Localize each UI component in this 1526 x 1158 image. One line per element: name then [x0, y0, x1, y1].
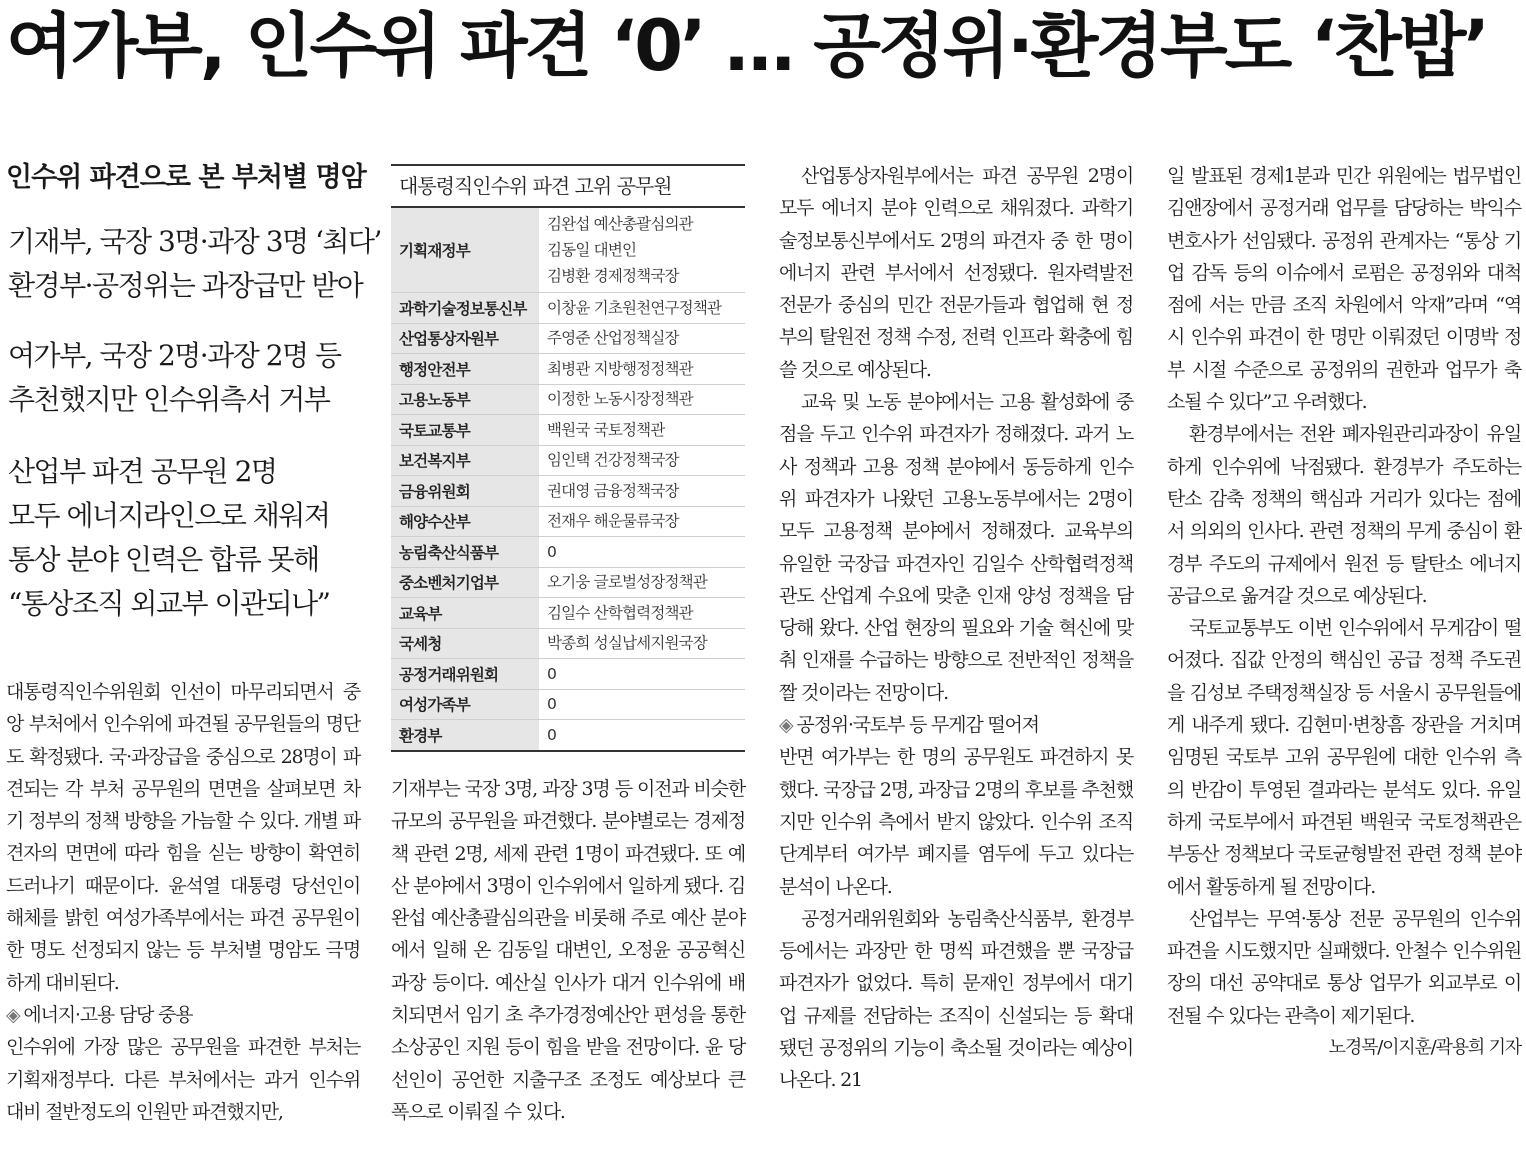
- table-dept-cell: 여성가족부: [391, 690, 539, 720]
- table-dept-cell: 중소벤처기업부: [391, 568, 539, 598]
- sidebar-point-3: [8, 450, 368, 626]
- table-dept-cell: 산업통상자원부: [391, 324, 539, 354]
- table-row: [391, 659, 745, 690]
- diamond-icon: ◈: [6, 1003, 20, 1026]
- table-dept-cell: 교육부: [391, 598, 539, 628]
- section-heading: [779, 709, 1133, 741]
- sidebar-point-line: 모두 에너지라인으로 채워져: [8, 499, 330, 532]
- official-name: 이창윤 기초원천연구정책관: [547, 298, 722, 317]
- table-row: [391, 690, 745, 721]
- table-names-cell: [539, 385, 745, 415]
- sidebar-point-line: 통상 분야 인력은 합류 못해: [8, 543, 319, 576]
- paragraph: 인수위에 가장 많은 공무원을 파견한 부처는 기획재정부다. 다른 부처에서는 과거 인수위 대비 절반정도의 인원만 파견했지만,: [6, 1036, 360, 1123]
- table-row: [391, 507, 745, 538]
- sidebar-point-line: 여가부, 국장 2명·과장 2명 등: [8, 339, 341, 372]
- article-column-2: [391, 773, 745, 1128]
- sidebar-point-2: [8, 334, 368, 422]
- table-dept-cell: 과학기술정보통신부: [391, 293, 539, 323]
- sidebar-point-line: 산업부 파견 공무원 2명: [8, 455, 277, 488]
- table-names-cell: [539, 568, 745, 598]
- section-heading-text: 에너지·고용 담당 중용: [23, 1003, 193, 1026]
- sidebar-point-line: 기재부, 국장 3명·과장 3명 ‘최다’: [8, 225, 381, 258]
- table-row: [391, 354, 745, 385]
- paragraph: 반면 여가부는 한 명의 공무원도 파견하지 못했다. 국장급 2명, 과장급 2명의 후보를 추천했지만 인수위 측에서 받지 않았다. 인수위 조직 단계부터 여가부 폐지를 염두에 두고 있다는 분석이 나온다.: [779, 746, 1133, 898]
- paragraph: 국토교통부도 이번 인수위에서 무게감이 떨어졌다. 집값 안정의 핵심인 공급 정책 주도권을 김성보 주택정책실장 등 서울시 공무원들에게 내주게 됐다. 김현미·변창흠 장관을 거치며 임명된 국토부 고위 공무원에 대한 인수위 측의 반감이 투영된 결과라는 분석도 있다. 유일하게 국토부에서 파견된 백원국 국토정책관은 부동산 정책보다 국토균형발전 관련 정책 분야에서 활동하게 될 전망이다.: [1167, 617, 1521, 898]
- table-names-cell: [539, 324, 745, 354]
- byline-row: [1167, 1032, 1521, 1064]
- table-row: [391, 293, 745, 324]
- table-dept-cell: 농림축산식품부: [391, 537, 539, 567]
- table-names-cell: [539, 690, 745, 720]
- article-column-4: [1167, 160, 1521, 1064]
- official-name: 전재우 해운물류국장: [547, 512, 679, 531]
- article-column-3: [779, 160, 1133, 1097]
- paragraph: 기재부는 국장 3명, 과장 3명 등 이전과 비슷한 규모의 공무원을 파견했다. 분야별로는 경제정책 관련 2명, 세제 관련 1명이 파견됐다. 또 예산 분야에서 3명이 인수위에서 일하게 됐다. 김완섭 예산총괄심의관을 비롯해 주로 예산 분야에서 일해 온 김동일 대변인, 오정윤 공공혁신과장 등이다. 예산실 인사가 대거 인수위에 배치되면서 임기 초 추가경정예산안 편성을 통한 소상공인 지원 등이 힘을 받을 전망이다. 윤 당선인이 공언한 지출구조 조정도 예상보다 큰 폭으로 이뤄질 수 있다.: [391, 778, 745, 1123]
- table-row: [391, 537, 745, 568]
- paragraph: 대통령직인수위원회 인선이 마무리되면서 중앙 부처에서 인수위에 파견될 공무원들의 명단도 확정됐다. 국·과장급을 중심으로 28명이 파견되는 각 부처 공무원의 면면을 살펴보면 차기 정부의 정책 방향을 가늠할 수 있다. 개별 파견자의 면면에 따라 힘을 싣는 방향이 확연히 드러나기 때문이다. 윤석열 대통령 당선인이 해체를 밝힌 여성가족부에서는 파견 공무원이 한 명도 선정되지 않는 등 부처별 명암도 극명하게 대비된다.: [6, 681, 360, 994]
- headline: 여가부, 인수위 파견 ‘0’ … 공정위·환경부도 ‘찬밥’: [6, 5, 1488, 87]
- table-names-cell: [539, 293, 745, 323]
- official-name: 주영준 산업정책실장: [547, 329, 679, 348]
- table-row: [391, 720, 745, 750]
- paragraph: 산업통상자원부에서는 파견 공무원 2명이 모두 에너지 분야 인력으로 채워졌다. 과학기술정보통신부에서도 2명의 파견자 중 한 명이 에너지 관련 부서에서 선정됐다. 원자력발전 전문가 중심의 민간 전문가들과 협업해 현 정부의 탈원전 정책 수정, 전력 인프라 확충에 힘쓸 것으로 예상된다.: [779, 165, 1133, 381]
- paragraph: 교육 및 노동 분야에서는 고용 활성화에 중점을 두고 인수위 파견자가 정해졌다. 과거 노사 정책과 고용 정책 분야에서 동등하게 인수위 파견자가 나왔던 고용노동부에서는 2명이 모두 고용정책 분야에서 정해졌다. 교육부의 유일한 국장급 파견자인 김일수 산학협력정책관도 산업계 수요에 맞춘 인재 양성 정책을 담당해 왔다. 산업 현장의 필요와 기술 혁신에 맞춰 인재를 수급하는 방향으로 전반적인 정책을 짤 것이라는 전망이다.: [779, 391, 1133, 704]
- official-name: 백원국 국토정책관: [547, 420, 665, 439]
- byline: 노경목/이지훈/곽용희 기자: [1328, 1037, 1521, 1059]
- official-name: 김병환 경제정책국장: [547, 267, 679, 285]
- table-dept-cell: 환경부: [391, 720, 539, 750]
- table-names-cell: [539, 659, 745, 689]
- table-row: [391, 324, 745, 355]
- official-name: 김일수 산학협력정책관: [547, 603, 693, 622]
- table-dept-cell: 국토교통부: [391, 415, 539, 445]
- dispatch-table: [391, 164, 745, 752]
- table-row: [391, 415, 745, 446]
- official-name: 임인택 건강정책국장: [547, 451, 679, 470]
- diamond-icon: ◈: [779, 714, 793, 737]
- table-names-cell: [539, 354, 745, 384]
- official-name: 0: [547, 664, 557, 683]
- table-names-cell: [539, 598, 745, 628]
- sidebar-point-1: [8, 220, 381, 308]
- sidebar-title: 인수위 파견으로 본 부처별 명암: [6, 162, 366, 193]
- table-dept-cell: 행정안전부: [391, 354, 539, 384]
- official-name: 권대영 금융정책국장: [547, 481, 679, 500]
- paragraph: 일 발표된 경제1분과 민간 위원에는 법무법인 김앤장에서 공정거래 업무를 담당하는 박익수 변호사가 선임됐다. 공정위 관계자는 “통상 기업 감독 등의 이슈에서 로펌은 공정위와 대척점에 서는 만큼 조직 차원에서 악재”라며 “역시 인수위 파견이 한 명만 이뤄졌던 이명박 정부 시절 수준으로 공정위의 권한과 업무가 축소될 수 있다”고 우려했다.: [1167, 165, 1521, 414]
- section-heading: [6, 999, 360, 1031]
- sidebar-point-line: “통상조직 외교부 이관되나”: [8, 587, 330, 620]
- paragraph: 공정거래위원회와 농림축산식품부, 환경부 등에서는 과장만 한 명씩 파견했을 뿐 국장급 파견자가 없었다. 특히 문재인 정부에서 대기업 규제를 전담하는 조직이 신설되는 등 확대됐던 공정위의 기능이 축소될 것이라는 예상이 나온다. 21: [779, 907, 1133, 1092]
- sidebar-point-line: 추천했지만 인수위측서 거부: [8, 383, 330, 416]
- table-row: [391, 446, 745, 477]
- table-names-cell: [539, 629, 745, 659]
- table-dept-cell: 공정거래위원회: [391, 659, 539, 689]
- official-name: 0: [547, 695, 557, 714]
- section-heading-text: 공정위·국토부 등 무게감 떨어져: [796, 714, 1039, 737]
- table-row: [391, 208, 745, 293]
- official-name: 김동일 대변인: [547, 241, 637, 259]
- official-name: 김완섭 예산총괄심의관: [547, 215, 693, 233]
- table-row: [391, 568, 745, 599]
- sidebar-point-line: 환경부·공정위는 과장급만 받아: [8, 269, 363, 302]
- table-names-cell: [539, 720, 745, 750]
- official-name: 박종희 성실납세지원국장: [547, 634, 708, 653]
- table-names-cell: [539, 208, 745, 292]
- official-name: 오기웅 글로벌성장정책관: [547, 573, 708, 592]
- table-dept-cell: 해양수산부: [391, 507, 539, 537]
- table-dept-cell: 보건복지부: [391, 446, 539, 476]
- table-dept-cell: 기획재정부: [391, 208, 539, 292]
- paragraph: 산업부는 무역·통상 전문 공무원의 인수위 파견을 시도했지만 실패했다. 안철수 인수위원장의 대선 공약대로 통상 업무가 외교부로 이전될 수 있다는 관측이 제기된다.: [1167, 907, 1521, 1027]
- paragraph: 환경부에서는 전완 폐자원관리과장이 유일하게 인수위에 낙점됐다. 환경부가 주도하는 탄소 감축 정책의 핵심과 거리가 있다는 점에서 의외의 인사다. 관련 정책의 무게 중심이 환경부 주도의 규제에서 원전 등 탈탄소 에너지 공급으로 옮겨갈 것으로 예상된다.: [1167, 423, 1521, 607]
- table-body: [391, 208, 745, 750]
- official-name: 0: [547, 542, 557, 561]
- table-row: [391, 629, 745, 660]
- table-title: 대통령직인수위 파견 고위 공무원: [391, 166, 745, 208]
- table-names-cell: [539, 415, 745, 445]
- table-dept-cell: 금융위원회: [391, 476, 539, 506]
- table-row: [391, 385, 745, 416]
- table-names-cell: [539, 507, 745, 537]
- table-dept-cell: 국세청: [391, 629, 539, 659]
- table-names-cell: [539, 446, 745, 476]
- table-names-cell: [539, 537, 745, 567]
- table-dept-cell: 고용노동부: [391, 385, 539, 415]
- article-column-1: [6, 676, 360, 1128]
- official-name: 0: [547, 725, 557, 744]
- official-name: 이정한 노동시장정책관: [547, 390, 693, 409]
- table-row: [391, 476, 745, 507]
- table-row: [391, 598, 745, 629]
- table-names-cell: [539, 476, 745, 506]
- official-name: 최병관 지방행정정책관: [547, 359, 693, 378]
